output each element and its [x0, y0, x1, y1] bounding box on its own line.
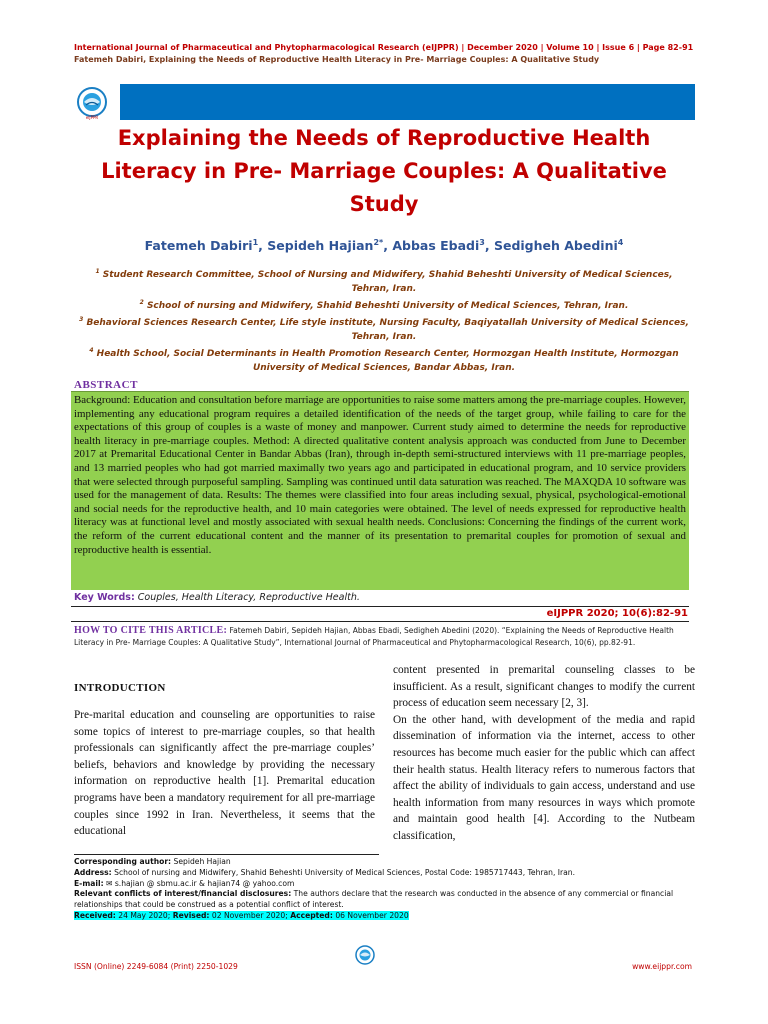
address-label: Address:: [74, 867, 112, 877]
intro-paragraph: Pre-marital education and counseling are opportunities to raise some topics of interest to pre-marriage couples, so that health professionals can significantly affect the pre-marriage couples’ beliefs, behaviors and knowledge by providing the necessary information on reproductive health [1]. Premarital education programs have been a mandatory requirement for all pre-marriage couples since 1992 in Iran. Nevertheless, it seems that the educational: [74, 709, 375, 838]
logo-label: eIJPPR: [85, 115, 99, 120]
author-name: Sedigheh Abedini: [493, 238, 618, 254]
author-name: Sepideh Hajian: [267, 238, 374, 254]
dates-line: Received: 24 May 2020; Revised: 02 November 2020; Accepted: 06 November 2020: [74, 910, 409, 920]
affiliations: [78, 265, 690, 375]
affiliation-item: $^4$ Health School, Social Determinants in Health Promotion Research Center, Hormozgan Health Institute, Hormozgan University of Medical Sciences, Bandar Abbas, Iran.: [89, 347, 679, 373]
intro-paragraph: On the other hand, with development of the media and rapid dissemination of information via the internet, access to other resources has become much easier for the public which can affect their health status. Health literacy refers to numerous factors that affect the ability of individuals to gain access, understand and use health information from many resources in ways which promote and maintain good health [4]. According to the Nutbeam classification,: [393, 713, 695, 842]
how-to-cite-label: HOW TO CITE THIS ARTICLE:: [74, 625, 228, 636]
author-name: Abbas Ebadi: [392, 238, 480, 254]
abstract-text: Background: Education and consultation before marriage are opportunities to raise some matters among the pre-marriage couples. However, implementing any educational program requires a detailed identification of the needs of the target group, while failing to care for the expectations of this group of couples is a waste of money and manpower. Current study aimed to determine the needs for reproductive health literacy in pre-marriage couples. Method: A directed qualitative content analysis approach was conducted from June to December 2017 at Premarital Educational Center in Bandar Abbas (Iran), through in-depth semi-structured interviews with 11 pre-marriage peoples, and 13 married peoples who had got married maximally two years ago and participated in educational program, and 10 service providers that were selected through purposeful sampling. Sampling was continued until data saturation was reached. The MAXQDA 10 software was used for the management of data. Results: The themes were classified into four areas including sexual, physical, psychological-emotional and social needs for the reproductive health, and 10 main categories were obtained. The level of needs expressed for reproductive health literacy was at functional level and mostly associated with sexual health needs. Conclusions: Concerning the findings of the current work, the reform of the current educational content and the manner of its presentation to premarital couples for promotion of sexual and reproductive health is essential.: [74, 394, 686, 556]
corresponding-label: Corresponding author:: [74, 857, 172, 866]
affiliation-item: $^3$ Behavioral Sciences Research Center, Life style institute, Nursing Faculty, Baqiyatallah University of Medical Sciences, Tehran, Iran.: [79, 316, 689, 342]
conflicts-label: Relevant conflicts of interest/financial disclosures:: [74, 889, 292, 899]
citation-reference: eIJPPR 2020; 10(6):82-91: [546, 608, 688, 619]
abstract-box: [71, 391, 689, 590]
affiliation-item: $^1$ Student Research Committee, School of Nursing and Midwifery, Shahid Beheshti University of Medical Sciences, Tehran, Iran.: [95, 268, 673, 294]
website-link[interactable]: www.eijppr.com: [632, 962, 692, 971]
footnotes: [74, 857, 692, 922]
address-value: School of nursing and Midwifery, Shahid Beheshti University of Medical Sciences, Postal Code: 1985717443, Tehran, Iran.: [114, 867, 576, 877]
keywords: [74, 592, 360, 603]
author-list: Fatemeh Dabiri$^1$, Sepideh Hajian$^{2*}$, Abbas Ebadi$^3$, Sedigheh Abedini$^4$: [144, 238, 624, 254]
author-sup: 2*: [373, 238, 384, 247]
intro-left-column: [74, 707, 375, 840]
email-label: E-mail:: [74, 878, 104, 888]
email-value[interactable]: ✉ s.hajian @ sbmu.ac.ir & hajian74 @ yahoo.com: [106, 878, 295, 888]
title-banner: [120, 84, 695, 120]
introduction-heading: INTRODUCTION: [74, 682, 166, 694]
journal-logo: [74, 86, 110, 122]
intro-paragraph: content presented in premarital counseling classes to be insufficient. As a result, significant changes to modify the current process of education seem necessary [2, 3].: [393, 664, 695, 710]
article-header-line: Fatemeh Dabiri, Explaining the Needs of Reproductive Health Literacy in Pre- Marriage Couples: A Qualitative Study: [74, 55, 600, 64]
page-footer: [74, 962, 692, 971]
author-sup: 1: [252, 238, 259, 247]
abstract-heading: ABSTRACT: [74, 379, 138, 391]
corresponding-value: Sepideh Hajian: [173, 857, 231, 866]
keywords-label: Key Words:: [74, 592, 135, 603]
keywords-value: Couples, Health Literacy, Reproductive Health.: [137, 592, 360, 603]
divider: [71, 621, 689, 622]
footnote-divider: [74, 854, 379, 855]
author-name: Fatemeh Dabiri: [144, 238, 253, 254]
intro-right-column: [393, 662, 695, 845]
how-to-cite: [74, 625, 689, 649]
journal-header-line: International Journal of Pharmaceutical and Phytopharmacological Research (eIJPPR) | December 2020 | Volume 10 | Issue 6 | Page 82-91: [74, 43, 694, 52]
author-sup: 3: [479, 238, 485, 247]
divider: [71, 606, 689, 607]
conflicts-value: The authors declare that the research was conducted in the absence of any commercial or financial relationships that could be construed as a potential conflict of interest.: [74, 889, 674, 910]
how-to-cite-text: Fatemeh Dabiri, Sepideh Hajian, Abbas Ebadi, Sedigheh Abedini (2020). “Explaining the Needs of Reproductive Health Literacy in Pre- Marriage Couples: A Qualitative Study”, International Journal of Pharmaceutical and Phytopharmacological Research, 10(6), pp.82-91.: [74, 626, 674, 647]
author-sup: 4: [617, 238, 624, 247]
affiliation-item: $^2$ School of nursing and Midwifery, Shahid Beheshti University of Medical Sciences, Tehran, Iran.: [139, 299, 629, 311]
issn: ISSN (Online) 2249-6084 (Print) 2250-1029: [74, 962, 238, 971]
article-title: Explaining the Needs of Reproductive Health Literacy in Pre- Marriage Couples: A Qualitative Study: [101, 126, 667, 216]
